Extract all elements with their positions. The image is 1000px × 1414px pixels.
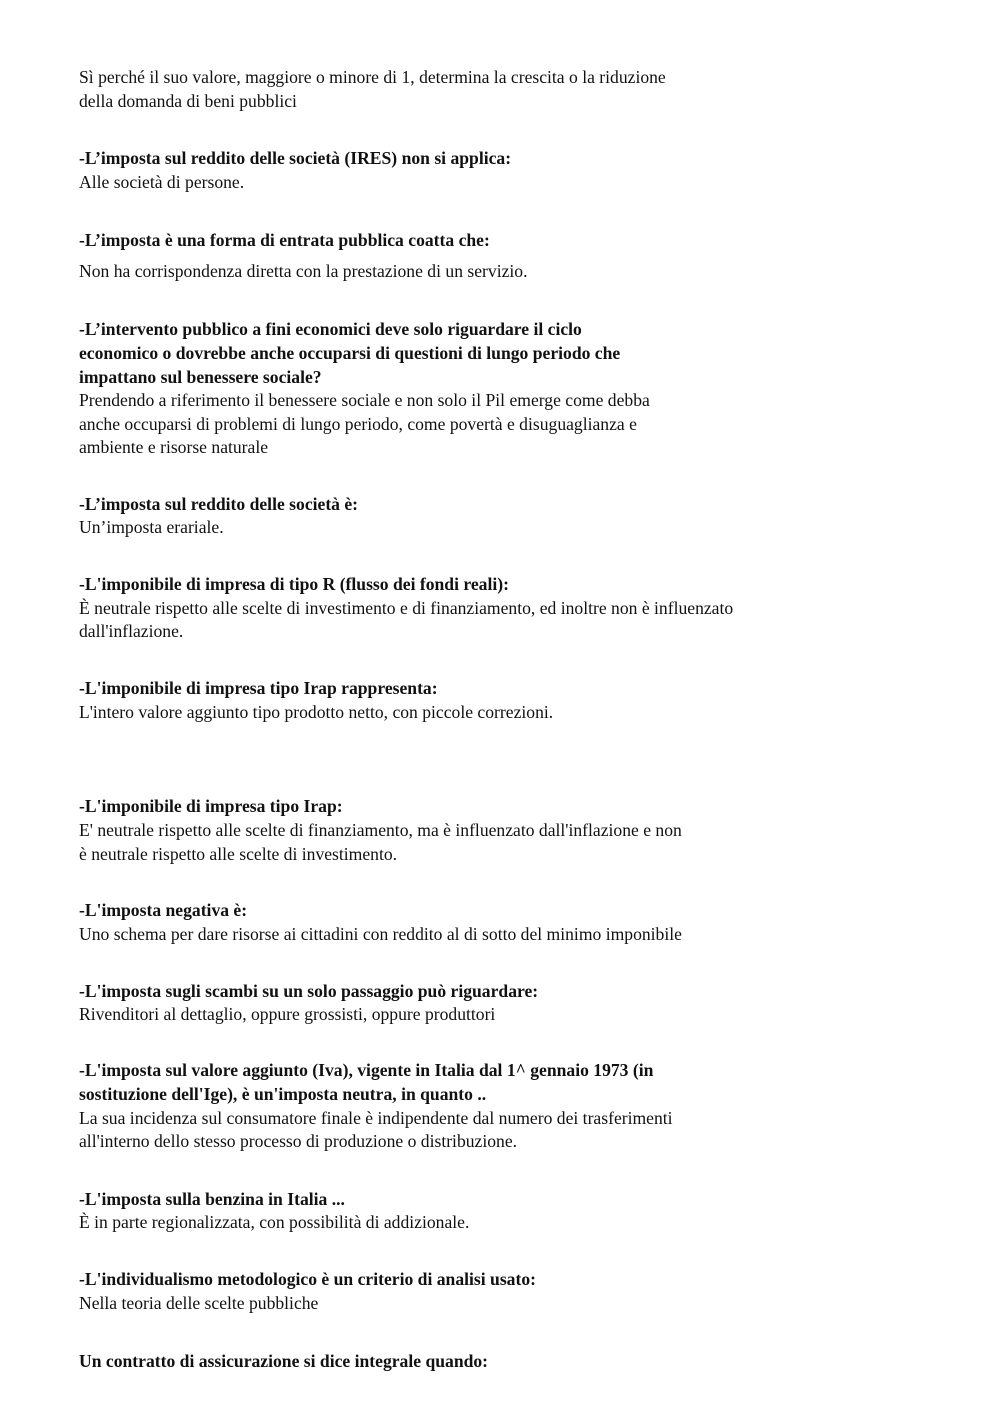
answer-line: È in parte regionalizzata, con possibilità di addizionale. <box>79 1212 470 1232</box>
question-line: -L'individualismo metodologico è un criterio di analisi usato: <box>79 1269 536 1289</box>
question-line: sostituzione dell'Ige), è un'imposta neutra, in quanto .. <box>79 1084 487 1104</box>
answer-line: all'interno dello stesso processo di produzione o distribuzione. <box>79 1131 518 1151</box>
question-line: -L’intervento pubblico a fini economici deve solo riguardare il ciclo <box>79 319 582 339</box>
answer-line: della domanda di beni pubblici <box>79 91 297 111</box>
answer-line: è neutrale rispetto alle scelte di investimento. <box>79 844 398 864</box>
question-line: economico o dovrebbe anche occuparsi di questioni di lungo periodo che <box>79 343 621 363</box>
answer-line: Alle società di persone. <box>79 172 245 192</box>
answer-line: La sua incidenza sul consumatore finale è indipendente dal numero dei trasferimenti <box>79 1108 673 1128</box>
question-line: Un contratto di assicurazione si dice integrale quando: <box>79 1351 489 1371</box>
question-line: -L'imponibile di impresa tipo Irap rappresenta: <box>79 678 438 698</box>
question-line: -L’imposta sul reddito delle società (IRES) non si applica: <box>79 148 512 168</box>
answer-line: Non ha corrispondenza diretta con la prestazione di un servizio. <box>79 261 528 281</box>
question-line: -L'imposta sugli scambi su un solo passaggio può riguardare: <box>79 981 539 1001</box>
answer-line: E' neutrale rispetto alle scelte di finanziamento, ma è influenzato dall'inflazione e non <box>79 820 682 840</box>
answer-line: anche occuparsi di problemi di lungo periodo, come povertà e disuguaglianza e <box>79 414 637 434</box>
question-line: -L'imponibile di impresa tipo Irap: <box>79 796 343 816</box>
question-line: -L'imposta negativa è: <box>79 900 248 920</box>
answer-line: Uno schema per dare risorse ai cittadini con reddito al di sotto del minimo imponibile <box>79 924 682 944</box>
question-line: -L’imposta è una forma di entrata pubblica coatta che: <box>79 230 490 250</box>
question-line: -L’imposta sul reddito delle società è: <box>79 494 359 514</box>
answer-line: L'intero valore aggiunto tipo prodotto netto, con piccole correzioni. <box>79 702 554 722</box>
answer-line: Sì perché il suo valore, maggiore o minore di 1, determina la crescita o la riduzione <box>79 67 666 87</box>
answer-line: dall'inflazione. <box>79 621 184 641</box>
question-line: -L'imposta sul valore aggiunto (Iva), vigente in Italia dal 1^ gennaio 1973 (in <box>79 1060 654 1080</box>
answer-line: È neutrale rispetto alle scelte di investimento e di finanziamento, ed inoltre non è influenzato <box>79 598 734 618</box>
answer-line: Nella teoria delle scelte pubbliche <box>79 1293 319 1313</box>
answer-line: Prendendo a riferimento il benessere sociale e non solo il Pil emerge come debba <box>79 390 650 410</box>
question-line: -L'imposta sulla benzina in Italia ... <box>79 1189 345 1209</box>
answer-line: ambiente e risorse naturale <box>79 437 269 457</box>
question-line: impattano sul benessere sociale? <box>79 367 322 387</box>
answer-line: Un’imposta erariale. <box>79 517 224 537</box>
question-line: -L'imponibile di impresa di tipo R (flusso dei fondi reali): <box>79 574 509 594</box>
answer-line: Rivenditori al dettaglio, oppure grossisti, oppure produttori <box>79 1004 496 1024</box>
